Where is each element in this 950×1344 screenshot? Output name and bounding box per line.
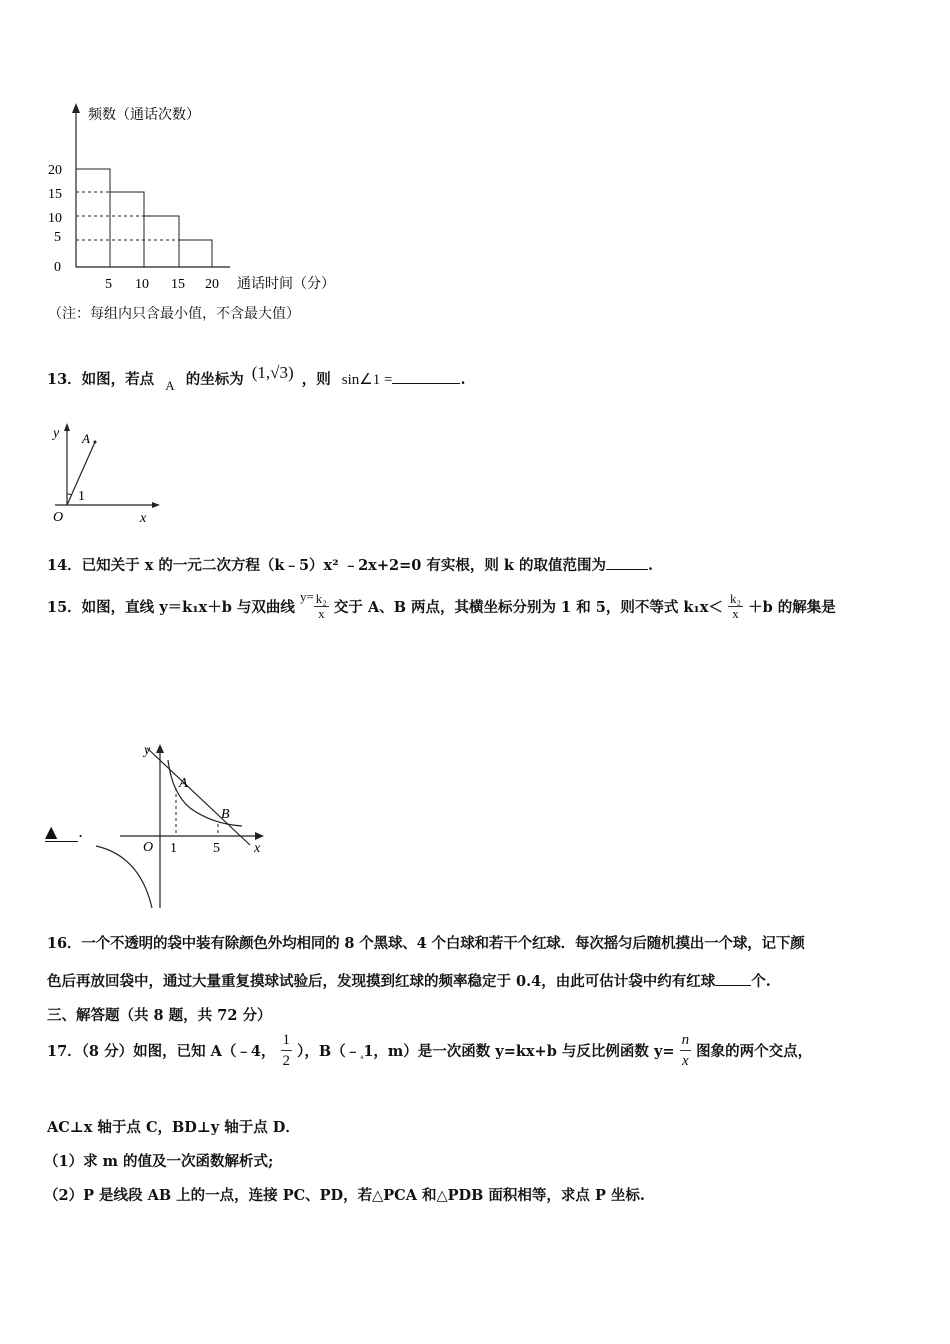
hist-ytick-10: 10 — [48, 211, 62, 226]
q17-frac2-den: x — [682, 1053, 689, 1069]
q16-end: 个. — [751, 973, 771, 990]
q13-end: . — [460, 371, 466, 388]
hist-ytick-20: 20 — [48, 163, 62, 178]
q17-subquestion-1: （1）求 m 的值及一次函数解析式; — [44, 1153, 274, 1170]
q17-line-2: AC⊥x 轴于点 C，BD⊥y 轴于点 D． — [47, 1119, 300, 1136]
q17-fraction-n-over-x — [680, 1030, 692, 1071]
fig13-label-x: x — [140, 511, 147, 526]
fig13-label-y: y — [53, 426, 60, 441]
figure-15 — [90, 738, 275, 913]
q17-frac-den: 2 — [282, 1053, 291, 1069]
fig13-label-a: A — [82, 431, 90, 446]
hist-ytick-15: 15 — [48, 187, 62, 202]
hist-bar-1 — [76, 169, 110, 267]
hist-xtick-10: 10 — [135, 277, 149, 292]
answer-marker — [45, 822, 83, 842]
q14-end: . — [648, 557, 654, 574]
fig15-hyperbola-upper — [168, 760, 242, 826]
fig15-label-y: y — [144, 743, 151, 758]
q17-end: 图象的两个交点， — [696, 1043, 813, 1060]
figure-13 — [45, 420, 170, 532]
q17-subquestion-2: （2）P 是线段 AB 上的一点，连接 PC、PD，若△PCA 和△PDB 面积相等，求点 P 坐标. — [44, 1187, 645, 1204]
question-13 — [47, 363, 466, 393]
q17-prefix: 17．（8 分）如图，已知 A（﹣4， — [47, 1043, 276, 1060]
fig13-label-o: O — [53, 510, 64, 525]
q17-fraction-half — [281, 1030, 293, 1071]
question-16-line-2 — [47, 970, 771, 991]
q17-mid2: 1，m）是一次函数 y=kx+b 与反比例函数 y= — [363, 1043, 675, 1060]
q15-end: ＋b 的解集是 — [748, 599, 836, 616]
q17-frac-num: 1 — [281, 1030, 293, 1051]
fig15-label-x: x — [254, 841, 261, 856]
q15-prefix: 15．如图，直线 y＝k₁x＋b 与双曲线 — [47, 599, 295, 616]
q15-frac-den: x — [318, 606, 325, 621]
hist-bar-2 — [110, 192, 144, 267]
hist-xtick-15: 15 — [171, 277, 185, 292]
q13-comma: ，则 — [301, 371, 331, 388]
q17-frac2-num: n — [680, 1030, 692, 1051]
q15-mid: 交于 A、B 两点，其横坐标分别为 1 和 5，则不等式 k₁x＜ — [333, 599, 723, 616]
fig13-point-a — [94, 441, 97, 444]
q13-mid: 的坐标为 — [185, 371, 244, 388]
q15-frac-num: k₂ — [315, 591, 327, 606]
fig15-label-5: 5 — [213, 841, 220, 856]
q15-fraction-2 — [728, 592, 743, 621]
hist-ytick-5: 5 — [54, 230, 61, 245]
q13-point: A — [165, 378, 175, 393]
q17-mid: ），B（﹣ — [297, 1043, 361, 1060]
hist-xtick-5: 5 — [105, 277, 112, 292]
q16-answer-blank[interactable] — [715, 985, 751, 986]
fig13-label-1: 1 — [78, 489, 85, 504]
question-17 — [47, 1030, 812, 1071]
fig13-x-arrow — [152, 502, 160, 508]
fig15-label-b: B — [221, 807, 230, 822]
answer-dot: . — [78, 822, 84, 841]
q15-y-eq: y= — [299, 588, 314, 604]
hist-ytick-0: 0 — [54, 260, 61, 275]
hist-bar-3 — [144, 216, 179, 267]
section-3-title: 三、解答题（共 8 题，共 72 分） — [47, 1007, 272, 1024]
histogram-chart — [40, 95, 360, 295]
fig15-x-arrow — [255, 832, 264, 840]
q13-expr: sin∠1 = — [341, 372, 393, 388]
q15-frac2-num: k₂ — [729, 591, 742, 606]
q17-sub: ₄ — [360, 1052, 364, 1061]
fig13-y-arrow — [64, 423, 70, 431]
fig15-label-a: A — [179, 776, 188, 791]
question-15 — [47, 588, 836, 621]
hist-note: （注：每组内只含最小值，不含最大值） — [48, 306, 300, 322]
hist-bar-4 — [179, 240, 212, 267]
fig15-line — [147, 748, 250, 845]
question-14 — [47, 554, 653, 575]
q14-text: 14．已知关于 x 的一元二次方程（k﹣5）x² ﹣2x+2=0 有实根，则 k 的取值范围为 — [47, 557, 606, 574]
fig15-y-arrow — [156, 744, 164, 753]
hist-xtick-20: 20 — [205, 277, 219, 292]
fig15-hyperbola-lower — [96, 846, 152, 908]
fig15-label-o: O — [143, 840, 154, 855]
q15-frac2-den: x — [732, 606, 739, 621]
fig15-label-1: 1 — [170, 841, 177, 856]
hist-y-arrow — [72, 103, 80, 113]
answer-triangle-icon: ▲ — [45, 822, 78, 842]
question-16-line-1: 16．一个不透明的袋中装有除颜色外均相同的 8 个黑球、4 个白球和若干个红球．每次摇匀后随机摸出一个球，记下颜 — [47, 935, 805, 952]
q13-prefix: 13．如图，若点 — [47, 371, 155, 388]
q13-answer-blank[interactable] — [392, 383, 460, 384]
q14-answer-blank[interactable] — [606, 569, 648, 570]
hist-x-label: 通话时间（分） — [237, 277, 335, 292]
q15-fraction — [314, 592, 329, 621]
q16-line2: 色后再放回袋中，通过大量重复摸球试验后，发现摸到红球的频率稳定于 0.4，由此可估计袋中约有红球 — [47, 973, 716, 990]
q13-coord: (1,√3) — [251, 363, 294, 382]
hist-y-label: 频数（通话次数） — [88, 108, 200, 123]
